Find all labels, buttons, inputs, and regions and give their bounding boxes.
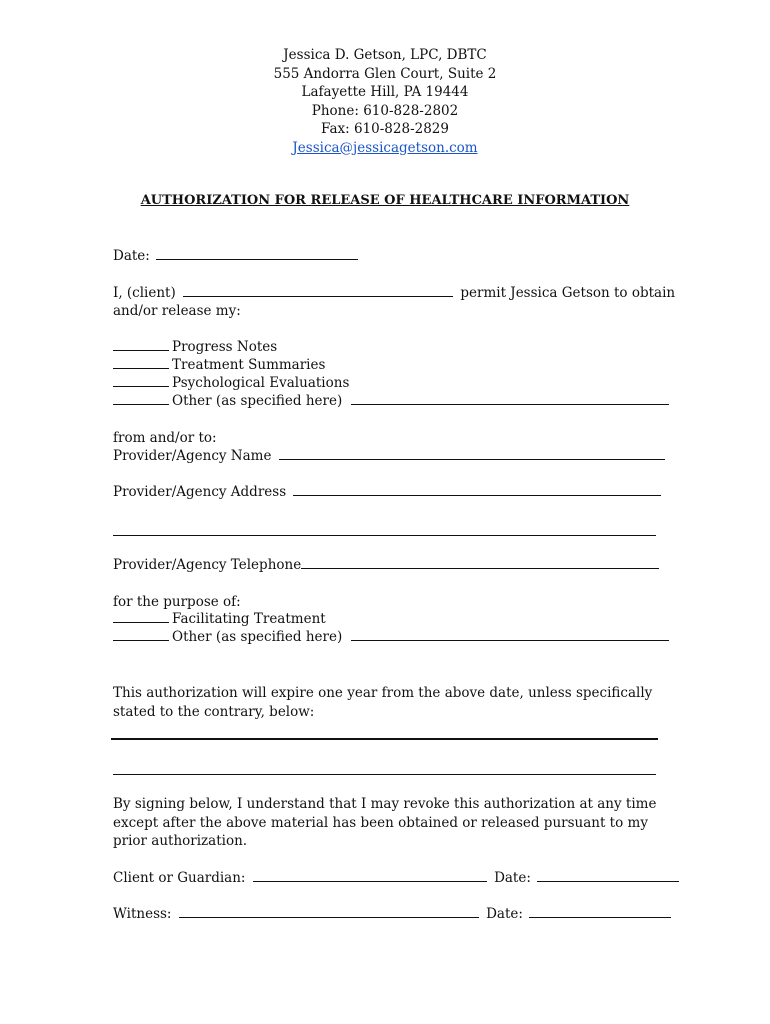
psych-evaluations-label: Psychological Evaluations [172, 375, 350, 391]
record-option-other [113, 392, 669, 410]
psych-evaluations-field[interactable] [113, 374, 169, 387]
client-row [113, 284, 675, 302]
date-row [113, 247, 358, 265]
from-to-label: from and/or to: [113, 430, 217, 446]
record-other-check-field[interactable] [113, 392, 169, 405]
client-guardian-label: Client or Guardian: [113, 870, 246, 886]
record-option-treatment-summaries [113, 356, 325, 374]
fax-number: Fax: 610-828-2829 [321, 121, 449, 137]
address-line-2: Lafayette Hill, PA 19444 [301, 84, 469, 100]
phone-number: Phone: 610-828-2802 [311, 102, 459, 119]
email-link[interactable]: Jessica@jessicagetson.com [292, 139, 478, 156]
facilitating-treatment-field[interactable] [113, 610, 169, 623]
provider-address-row [113, 483, 661, 501]
revocation-text: By signing below, I understand that I may revoke this authorization at any time except after the above material has been obtained or released pursuant to my prior authorization. [113, 796, 657, 849]
provider-address-field-2[interactable] [113, 535, 656, 536]
client-name-field[interactable] [183, 284, 453, 297]
provider-name-label: Provider/Agency Name [113, 448, 272, 464]
address-line-1: 555 Andorra Glen Court, Suite 2 [273, 65, 497, 82]
facilitating-treatment-label: Facilitating Treatment [172, 611, 326, 627]
expiration-exception-field-1[interactable] [111, 738, 658, 740]
provider-name: Jessica D. Getson, LPC, DBTC [283, 47, 487, 63]
provider-address-label: Provider/Agency Address [113, 484, 287, 500]
witness-label: Witness: [113, 906, 172, 922]
progress-notes-field[interactable] [113, 338, 169, 351]
provider-address-field[interactable] [293, 483, 661, 496]
witness-signature-field[interactable] [179, 905, 479, 918]
purpose-label: for the purpose of: [113, 594, 241, 610]
client-date-field[interactable] [537, 869, 679, 882]
record-option-psych-evaluations [113, 374, 349, 392]
client-signature-row [113, 869, 679, 887]
purpose-option-treatment [113, 610, 326, 628]
date-label: Date: [113, 248, 150, 264]
expiration-text: This authorization will expire one year from the above date, unless specifically stated to the contrary, below: [113, 685, 653, 720]
treatment-summaries-field[interactable] [113, 356, 169, 369]
form-title: AUTHORIZATION FOR RELEASE OF HEALTHCARE INFORMATION [140, 193, 630, 208]
provider-name-field[interactable] [279, 447, 665, 460]
witness-date-field[interactable] [529, 905, 671, 918]
progress-notes-label: Progress Notes [172, 339, 278, 355]
date-field[interactable] [156, 247, 358, 260]
provider-name-row [113, 447, 665, 465]
purpose-other-check-field[interactable] [113, 628, 169, 641]
witness-date-label: Date: [486, 906, 523, 922]
witness-signature-row [113, 905, 671, 923]
purpose-other-specify-field[interactable] [351, 628, 669, 641]
expiration-exception-field-2[interactable] [113, 774, 656, 775]
client-signature-field[interactable] [253, 869, 487, 882]
provider-phone-row [113, 556, 659, 574]
release-text: and/or release my: [113, 303, 241, 319]
record-other-specify-field[interactable] [351, 392, 669, 405]
provider-phone-label: Provider/Agency Telephone [113, 557, 302, 573]
purpose-option-other [113, 628, 669, 646]
letterhead [0, 46, 770, 157]
permit-text: permit Jessica Getson to obtain [460, 285, 676, 301]
record-other-label: Other (as specified here) [172, 393, 343, 409]
treatment-summaries-label: Treatment Summaries [172, 357, 326, 373]
client-date-label: Date: [494, 870, 531, 886]
client-label: I, (client) [113, 285, 176, 301]
purpose-other-label: Other (as specified here) [172, 629, 343, 645]
provider-phone-field[interactable] [301, 556, 659, 569]
record-option-progress-notes [113, 338, 277, 356]
